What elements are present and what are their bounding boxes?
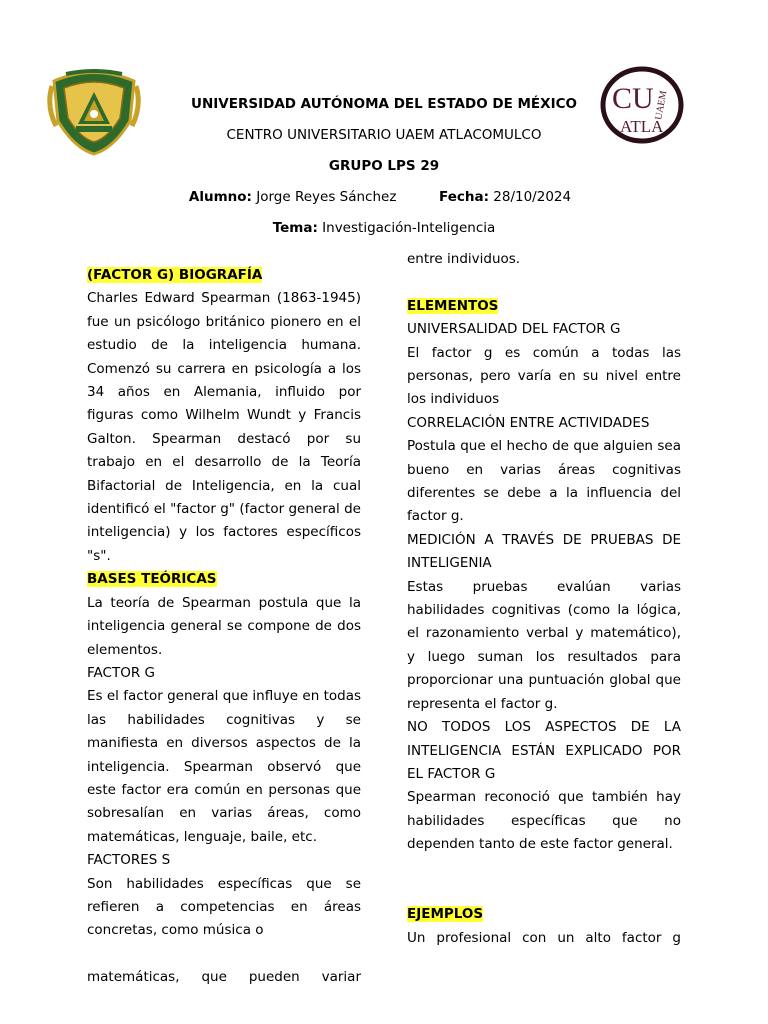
date-label: Fecha: <box>439 189 489 205</box>
university-title: UNIVERSIDAD AUTÓNOMA DEL ESTADO DE MÉXICO <box>191 96 577 112</box>
group-title: GRUPO LPS 29 <box>328 158 440 174</box>
left-column <box>87 264 361 990</box>
paragraph-biografia: Charles Edward Spearman (1863-1945) fue un psicólogo británico pionero en el estudio de la inteligencia humana. Comenzó su carrera en psicología a los 34 años en Alemania, influido por figuras como Wilhelm Wundt y Francis Galton. Spearman destacó por su trabajo en el desarrollo de la Teoría Bifactorial de Inteligencia, en la cual identificó el "factor g" (factor general de inteligencia) y los factores específicos "s". <box>87 290 361 564</box>
subheading-factores-s: FACTORES S <box>87 852 171 869</box>
paragraph-universalidad: El factor g es común a todas las personas, pero varía en su nivel entre los individuos <box>407 344 681 408</box>
paragraph-factores-s: Son habilidades específicas que se refieren a competencias en áreas concretas, como música o <box>87 875 361 939</box>
student-value: Jorge Reyes Sánchez <box>256 189 397 205</box>
right-column <box>407 248 681 950</box>
atla-text: ATLA <box>620 117 664 136</box>
heading-elementos: ELEMENTOS <box>407 297 499 314</box>
paragraph-continuation: entre individuos. <box>407 251 521 267</box>
date-value: 28/10/2024 <box>493 189 572 205</box>
heading-ejemplos: EJEMPLOS <box>407 906 484 923</box>
paragraph-correlacion: Postula que el hecho de que alguien sea bueno en varias áreas cognitivas diferentes se debe a la influencia del factor g. <box>407 438 681 525</box>
center-title: CENTRO UNIVERSITARIO UAEM ATLACOMULCO <box>226 127 542 143</box>
subheading-universalidad: UNIVERSALIDAD DEL FACTOR G <box>407 321 621 338</box>
paragraph-medicion: Estas pruebas evalúan varias habilidades cognitivas (como la lógica, el razonamiento verbal y matemático), y luego suman los resultados para proporcionar una puntuación global que representa el factor g. <box>407 578 681 712</box>
topic-value: Investigación-Inteligencia <box>322 220 496 236</box>
paragraph-continued: matemáticas, que pueden variar <box>87 969 361 986</box>
paragraph-ejemplos: Un profesional con un alto factor g <box>407 929 681 946</box>
student-date-line <box>0 189 764 205</box>
subheading-no-todos: NO TODOS LOS ASPECTOS DE LA INTELIGENCIA ESTÁN EXPLICADO POR EL FACTOR G <box>407 719 681 782</box>
subheading-correlacion: CORRELACIÓN ENTRE ACTIVIDADES <box>407 414 650 431</box>
cu-text: CU <box>612 82 654 115</box>
topic-label: Tema: <box>272 220 318 236</box>
topic-line <box>0 220 768 236</box>
uaem-text: UAEM <box>653 89 670 121</box>
subheading-medicion: MEDICIÓN A TRAVÉS DE PRUEBAS DE INTELIGENIA <box>407 531 681 572</box>
paragraph-no-todos: Spearman reconoció que también hay habilidades específicas que no dependen tanto de este factor general. <box>407 789 681 853</box>
subheading-factor-g: FACTOR G <box>87 664 155 681</box>
student-label: Alumno: <box>188 189 252 205</box>
paragraph-bases: La teoría de Spearman postula que la inteligencia general se compone de dos elementos. <box>87 594 361 658</box>
heading-biografia: (FACTOR G) BIOGRAFÍA <box>87 267 263 283</box>
heading-bases-teoricas: BASES TEÓRICAS <box>87 571 217 588</box>
paragraph-factor-g: Es el factor general que influye en todas las habilidades cognitivas y se manifiesta en diversos aspectos de la inteligencia. Spearman observó que este factor era común en personas que sobresalían en varias áreas, como matemáticas, lenguaje, baile, etc. <box>87 688 361 845</box>
